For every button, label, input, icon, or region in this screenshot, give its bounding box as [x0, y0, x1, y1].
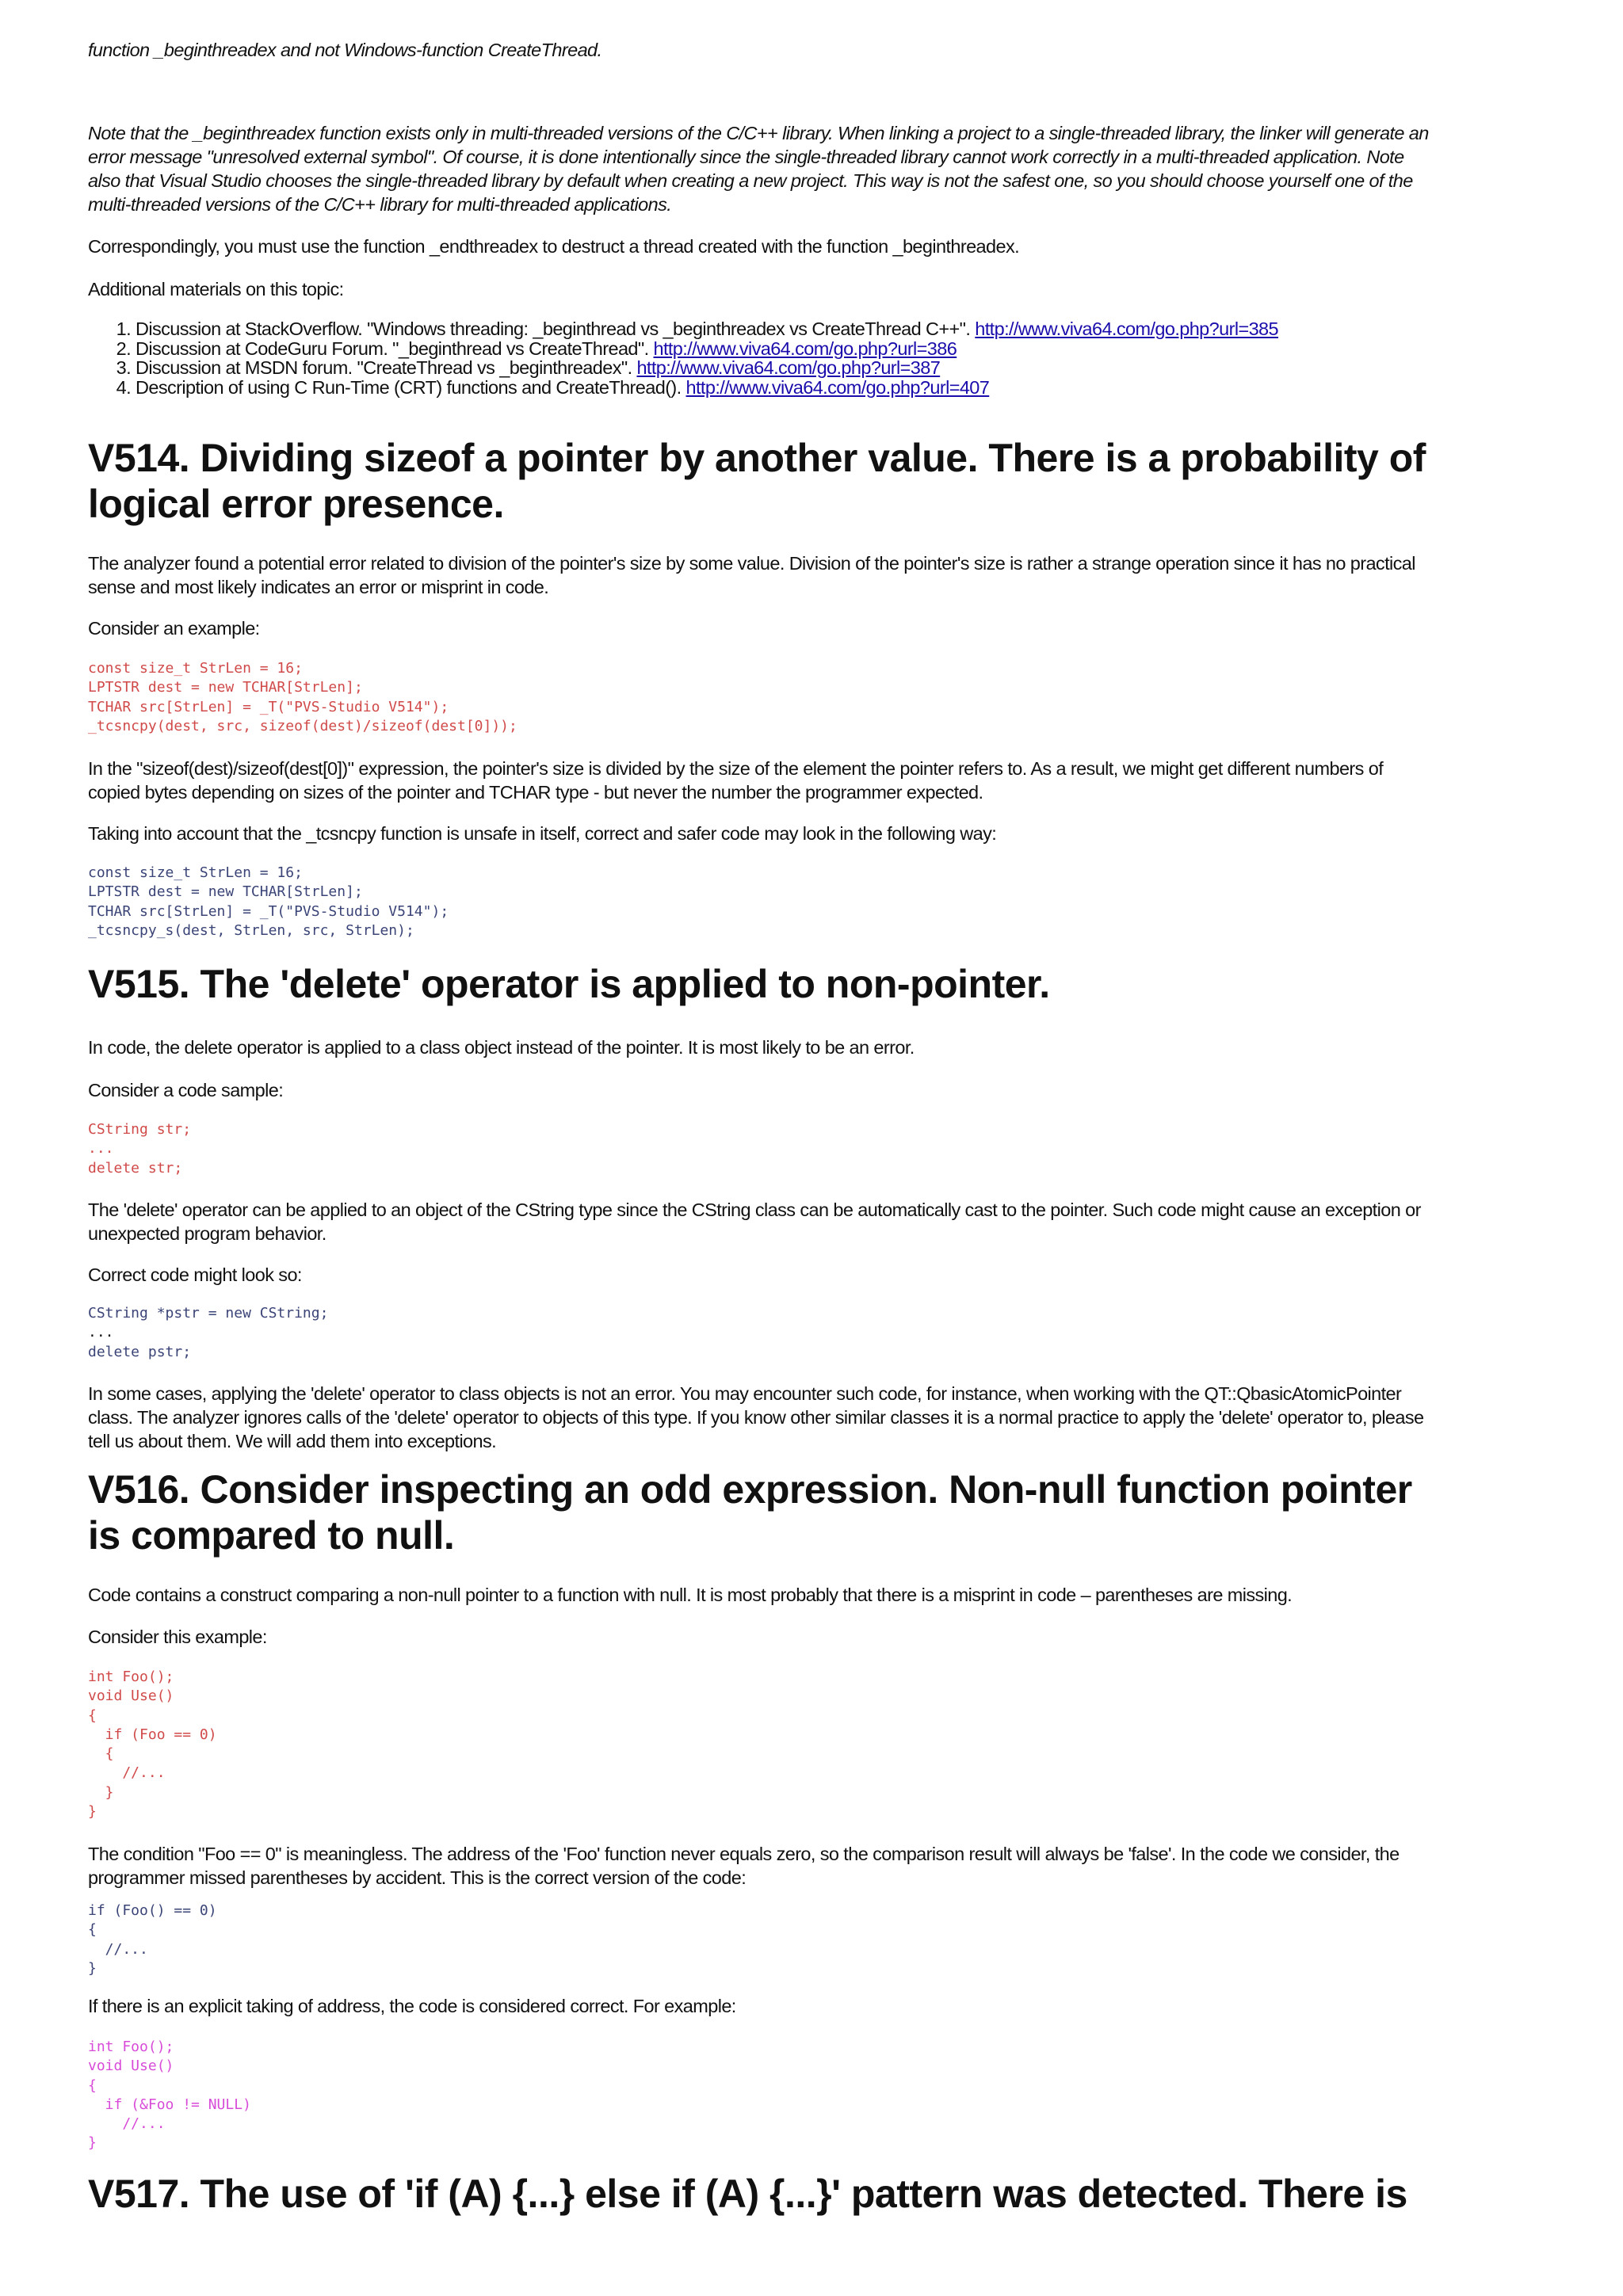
- list-item: 4. Description of using C Run-Time (CRT) functions and CreateThread(). http://www.viva64.com/go.php?url=407: [136, 378, 1483, 398]
- section-heading-v516: V516. Consider inspecting an odd expression. Non-null function pointer is compared to null.: [88, 1467, 1412, 1558]
- v514-code-example: const size_t StrLen = 16; LPTSTR dest = new TCHAR[StrLen]; TCHAR src[StrLen] = _T("PVS-Studio V514"); _tcsncpy(dest, src, sizeof(dest)/sizeof(dest[0]));: [88, 660, 517, 734]
- list-item: 1. Discussion at StackOverflow. "Windows threading: _beginthread vs _beginthreadex vs CreateThread C++". http://www.viva64.com/go.php?url=385: [136, 319, 1483, 339]
- intro-note: Note that the _beginthreadex function exists only in multi-threaded versions of the C/C++ library. When linking a project to a single-threaded library, the linker will generate an error message "unresolved external symbol". Of course, it is done intentionally since the single-threaded library cannot work correctly in a multi-threaded application. Note also that Visual Studio chooses the single-threaded library by default when creating a new project. This way is not the safest one, so you should choose yourself one of the multi-threaded versions of the C/C++ library for multi-threaded applications.: [88, 123, 1429, 215]
- v515-paragraph: The 'delete' operator can be applied to an object of the CString type since the CString class can be automatically cast to the pointer. Such code might cause an exception or unexpected program behavior.: [88, 1199, 1421, 1244]
- v514-paragraph: In the "sizeof(dest)/sizeof(dest[0])" expression, the pointer's size is divided by the size of the element the pointer refers to. As a result, we might get different numbers of copied bytes depending on sizes of the pointer and TCHAR type - but never the number the programmer expected.: [88, 758, 1384, 803]
- v516-code-correct: if (Foo() == 0) { //... }: [88, 1902, 217, 1977]
- reference-link[interactable]: http://www.viva64.com/go.php?url=385: [975, 318, 1278, 339]
- v515-paragraph: Correct code might look so:: [88, 1264, 302, 1285]
- v514-paragraph: Taking into account that the _tcsncpy function is unsafe in itself, correct and safer code may look in the following way:: [88, 823, 997, 844]
- additional-materials-label: Additional materials on this topic:: [88, 279, 344, 299]
- v516-paragraph: The condition "Foo == 0" is meaningless. The address of the 'Foo' function never equals zero, so the comparison result will always be 'false'. In the code we consider, the programmer missed parentheses by accident. This is the correct version of the code:: [88, 1844, 1400, 1888]
- reference-link[interactable]: http://www.viva64.com/go.php?url=407: [685, 376, 990, 398]
- list-item: 2. Discussion at CodeGuru Forum. "_beginthread vs CreateThread". http://www.viva64.com/go.php?url=386: [136, 339, 1483, 359]
- v516-code-address: int Foo(); void Use() { if (&Foo != NULL) //... }: [88, 2039, 251, 2152]
- list-item: 3. Discussion at MSDN forum. "CreateThread vs _beginthreadex". http://www.viva64.com/go.php?url=387: [136, 358, 1483, 378]
- reference-link[interactable]: http://www.viva64.com/go.php?url=386: [653, 338, 957, 359]
- v514-paragraph: The analyzer found a potential error related to division of the pointer's size by some value. Division of the pointer's size is rather a strange operation since it has no practical sense and most likely indicates an error or misprint in code.: [88, 553, 1415, 597]
- reference-link[interactable]: http://www.viva64.com/go.php?url=387: [636, 357, 941, 378]
- v515-code-example: CString str; ... delete str;: [88, 1121, 192, 1177]
- v515-paragraph: In code, the delete operator is applied to a class object instead of the pointer. It is most likely to be an error.: [88, 1037, 915, 1058]
- v515-paragraph: In some cases, applying the 'delete' operator to class objects is not an error. You may encounter such code, for instance, when working with the QT::QbasicAtomicPointer class. The analyzer ignores calls of the 'delete' operator to objects of this type. If you know other similar classes it is a normal practice to apply the 'delete' operator to, please tell us about them. We will add them into exceptions.: [88, 1383, 1424, 1451]
- intro-correspondingly: Correspondingly, you must use the function _endthreadex to destruct a thread created with the function _beginthreadex.: [88, 236, 1020, 257]
- v514-paragraph: Consider an example:: [88, 618, 260, 639]
- section-heading-v514: V514. Dividing sizeof a pointer by another value. There is a probability of logical error presence.: [88, 436, 1426, 526]
- section-heading-v515: V515. The 'delete' operator is applied to non-pointer.: [88, 962, 1050, 1006]
- v515-paragraph: Consider a code sample:: [88, 1080, 284, 1100]
- v516-paragraph: Consider this example:: [88, 1627, 267, 1647]
- v516-code-example: int Foo(); void Use() { if (Foo == 0) { //... } }: [88, 1669, 217, 1821]
- section-heading-v517: V517. The use of 'if (A) {...} else if (A) {...}' pattern was detected. There is: [88, 2172, 1407, 2216]
- v516-paragraph: If there is an explicit taking of address, the code is considered correct. For example:: [88, 1996, 736, 2016]
- v514-code-correct: const size_t StrLen = 16; LPTSTR dest = new TCHAR[StrLen]; TCHAR src[StrLen] = _T("PVS-Studio V514"); _tcsncpy_s(dest, StrLen, src, StrLen);: [88, 864, 449, 939]
- intro-line: function _beginthreadex and not Windows-function CreateThread.: [88, 40, 602, 60]
- v515-code-correct: CString *pstr = new CString; ... delete pstr;: [88, 1305, 329, 1360]
- reference-list: [88, 319, 1483, 397]
- v516-paragraph: Code contains a construct comparing a non-null pointer to a function with null. It is most probably that there is a misprint in code – parentheses are missing.: [88, 1585, 1293, 1605]
